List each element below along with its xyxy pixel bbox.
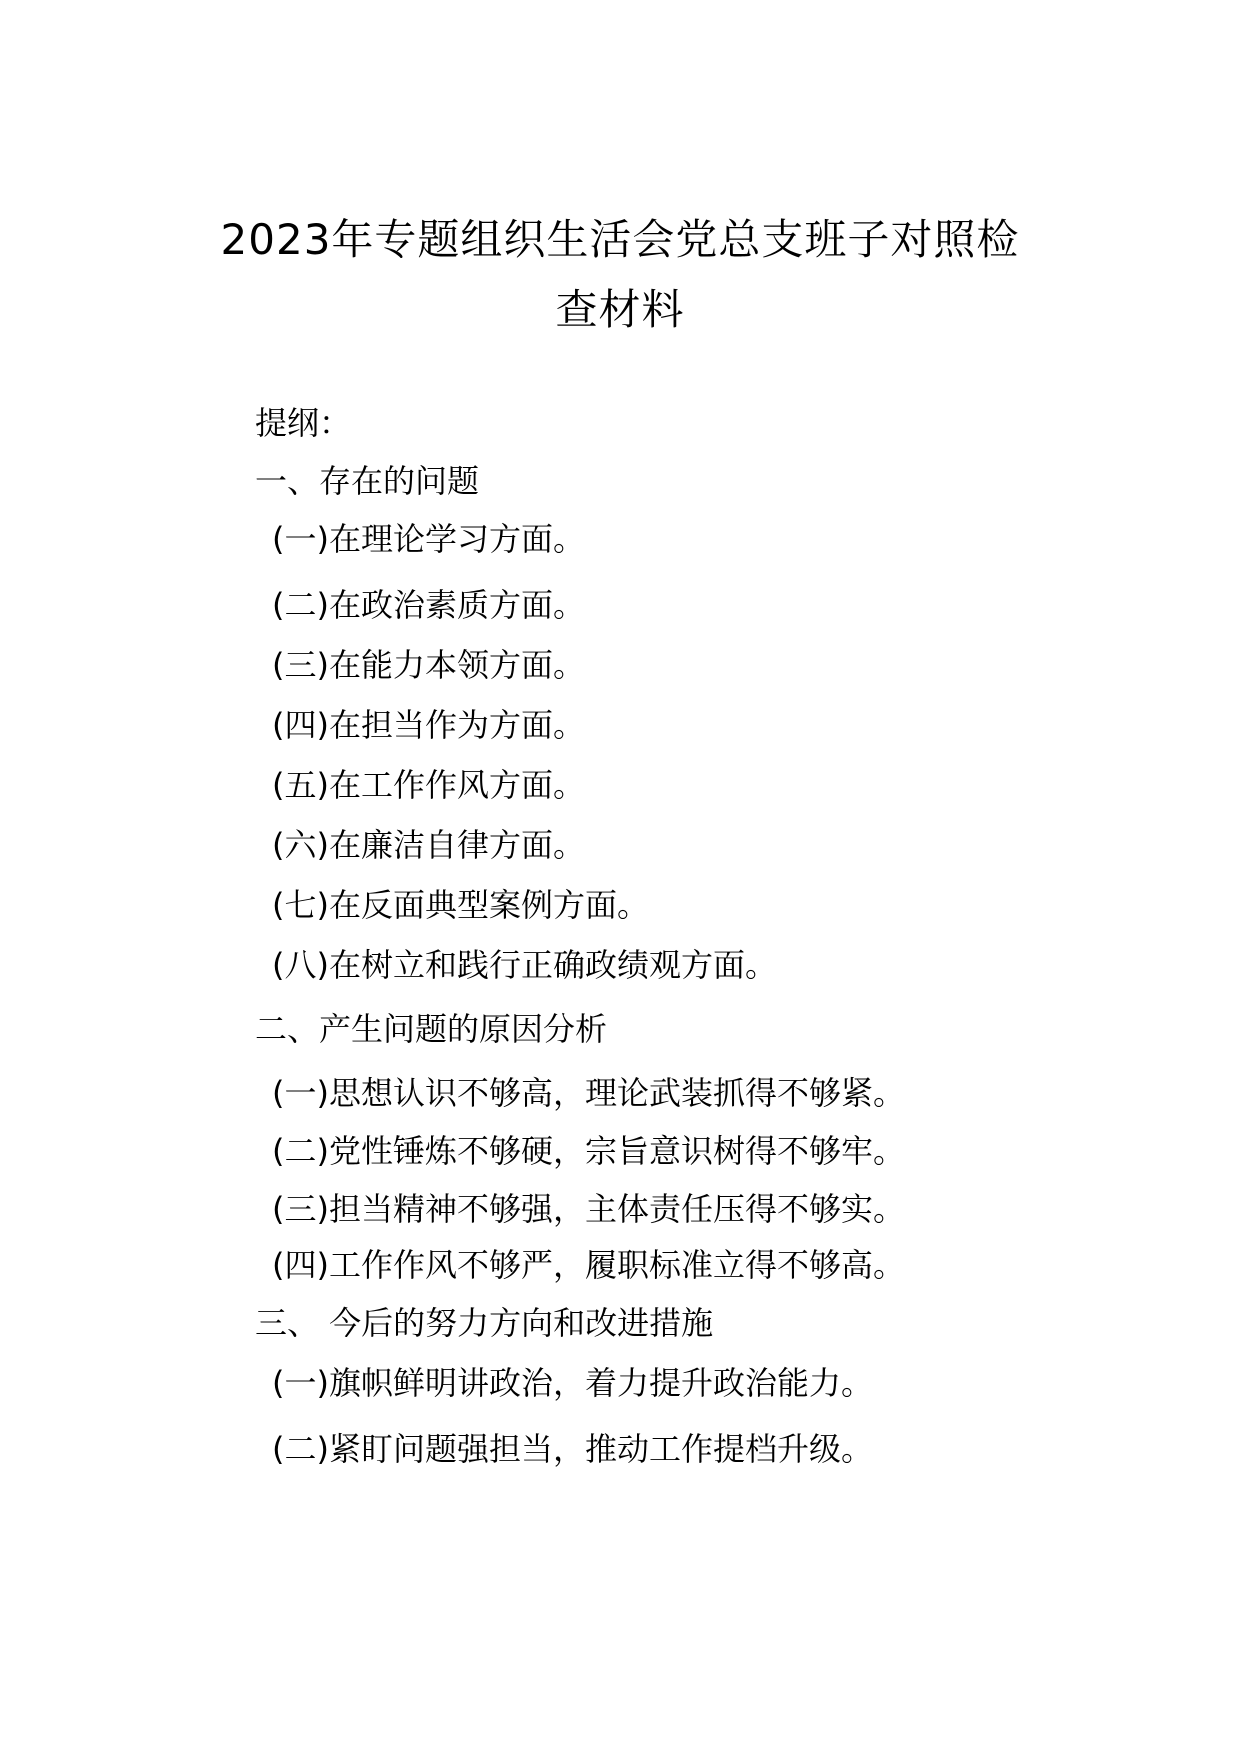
document-title-line-1: 2023年专题组织生活会党总支班子对照检 <box>220 215 1020 264</box>
section-item: (四)工作作风不够严，履职标准立得不够高。 <box>272 1246 905 1284</box>
section-item: (一)旗帜鲜明讲政治，着力提升政治能力。 <box>272 1364 873 1402</box>
section-item: (二)在政治素质方面。 <box>272 586 585 624</box>
section-item: (五)在工作作风方面。 <box>272 766 585 804</box>
section-heading: 一、存在的问题 <box>255 462 480 500</box>
section-item: (二)紧盯问题强担当，推动工作提档升级。 <box>272 1430 873 1468</box>
section-item: (一)思想认识不够高，理论武装抓得不够紧。 <box>272 1074 905 1112</box>
section-heading: 二、产生问题的原因分析 <box>255 1010 608 1048</box>
section-item: (七)在反面典型案例方面。 <box>272 886 649 924</box>
section-heading: 三、 今后的努力方向和改进措施 <box>255 1304 714 1342</box>
document-title-line-2: 查材料 <box>555 285 685 334</box>
section-item: (二)党性锤炼不够硬，宗旨意识树得不够牢。 <box>272 1132 905 1170</box>
section-item: (三)在能力本领方面。 <box>272 646 585 684</box>
section-item: (一)在理论学习方面。 <box>272 520 585 558</box>
section-item: (三)担当精神不够强，主体责任压得不够实。 <box>272 1190 905 1228</box>
outline-label: 提纲： <box>255 404 352 442</box>
section-item: (六)在廉洁自律方面。 <box>272 826 585 864</box>
section-item: (八)在树立和践行正确政绩观方面。 <box>272 946 777 984</box>
section-item: (四)在担当作为方面。 <box>272 706 585 744</box>
